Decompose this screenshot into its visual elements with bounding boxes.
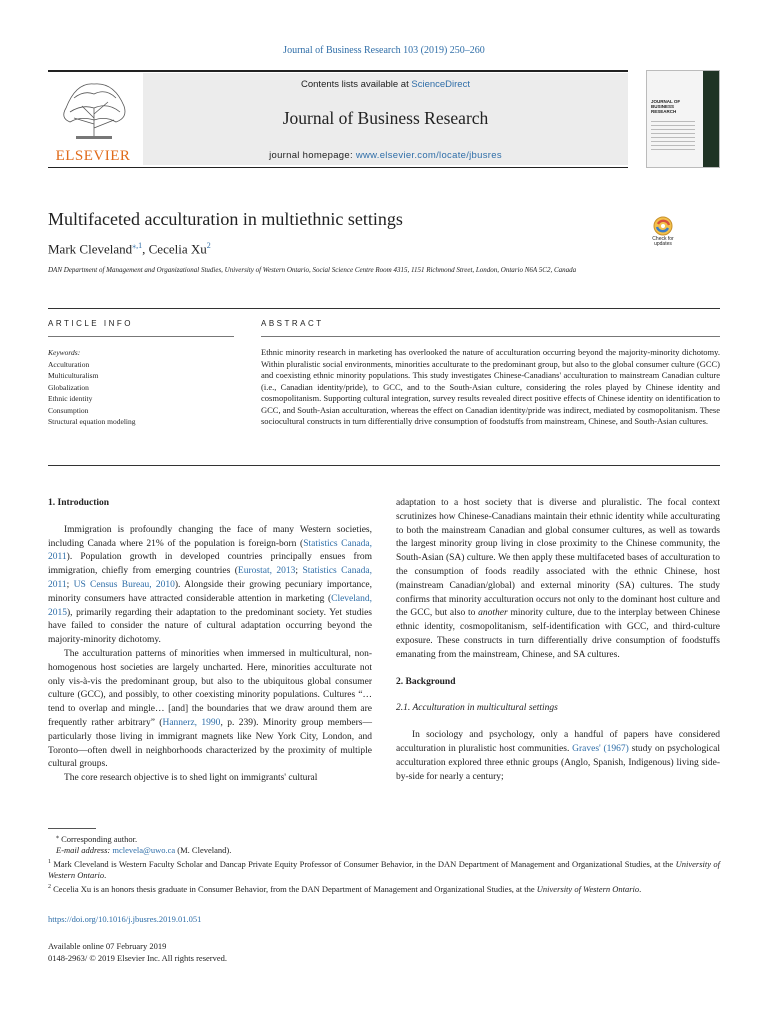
footnote-email: E-mail address: mclevela@uwo.ca (M. Cleveland). [56, 845, 232, 856]
abstract-text: Ethnic minority research in marketing has overlooked the nature of acculturation occurring beyond the majority-minority dichotomy. Within pluralistic social environments, minorities acculturate to the predominant group, but also to the global consumer culture (GCC) and coexisting ethnic minority populations. This study investigates Chinese-Canadians' acculturation to mainstream Canadian culture (i.e., Canadian identity/pride), to GCC, and to the South-Asian culture, considering the roles played by Chinese identity and cosmopolitanism. Supporting cultural integration, survey results revealed direct positive effects of Chinese identity on identification to GCC, and South-Asian acculturation, whereas the effect on Canadian identity/pride was indirect, mediated by cosmopolitanism. These sociocultural constructs in turn differentially drive consumption of foodstuffs from mainstream, Chinese, and South-Asian cultures. [261, 347, 720, 426]
sciencedirect-link[interactable]: ScienceDirect [411, 79, 470, 90]
homepage-link[interactable]: www.elsevier.com/locate/jbusres [355, 150, 502, 161]
author2-marks[interactable]: 2 [206, 241, 211, 250]
keyword-item: Consumption [48, 405, 89, 415]
homepage-prefix: journal homepage: [269, 150, 356, 161]
email-link[interactable]: mclevela@uwo.ca [112, 845, 176, 856]
available-online: Available online 07 February 2019 [48, 941, 167, 951]
author-name-cleveland[interactable]: Mark Cleveland [48, 241, 133, 257]
cover-decoration [651, 121, 695, 153]
footnotes [48, 832, 720, 895]
masthead-top-rule [48, 70, 628, 72]
author-affiliation: DAN Department of Management and Organizational Studies, University of Western Ontario, Social Science Centre Room 4315, 1151 Richmond Street, London, Ontario N6A 5C2, Canada [48, 266, 577, 274]
elsevier-tree-icon [56, 78, 132, 140]
check-updates-icon [646, 215, 680, 237]
author-separator: , [142, 241, 149, 257]
elsevier-wordmark: ELSEVIER [55, 148, 131, 164]
intro-paragraph-2: The acculturation patterns of minorities when immersed in multicultural, non-homogenous host societies are largely uncharted. Here, minorities acculturate not only vis-à-vis the predominant group, but also to the ubiquitous global consumer culture (GCC), and possibly, to other coexisting minority populations. Cultures “…tend to overlap and mingle… [and] the boundaries that we draw around them are frequently rather arbitrary” (Hannerz, 1990, p. 239). Minority group members—particularly those living in immigrant magnets like New York City, London, and Toronto—often dwell in neighborhoods characterized by the proximity of multiple cultural groups. [48, 648, 372, 770]
footnote-rule [48, 828, 96, 829]
article-info-heading: ARTICLE INFO [48, 319, 133, 328]
keywords-block [48, 347, 233, 428]
author1-marks[interactable]: ⁎,1 [132, 241, 143, 250]
intro-paragraph-3: The core research objective is to shed light on immigrants' cultural [64, 773, 318, 784]
citation-link[interactable]: US Census Bureau, 2010 [73, 579, 175, 590]
contents-line [143, 79, 628, 90]
section-heading-introduction: 1. Introduction [48, 498, 110, 508]
article-info-rule [48, 336, 234, 337]
footnote-1: $^1$ Mark Cleveland is Western Faculty Scholar and Dancap Private Equity Professor of Consumer Behavior, in the DAN Department of Management and Organizational Studies, at the University of Western Ontario. [48, 858, 720, 881]
journal-masthead [48, 70, 720, 168]
abstract-bottom-rule [48, 465, 720, 466]
keyword-item: Structural equation modeling [48, 417, 136, 426]
citation-link[interactable]: Graves' (1967) [572, 743, 629, 754]
citation-link[interactable]: Eurostat, 2013 [237, 566, 296, 577]
left-column [48, 497, 372, 786]
intro-paragraph-3-continued: adaptation to a host society that is diverse and pluralistic. The focal context scrutinizes how Chinese-Canadians maintain their ethnic identity while acculturating to both the mainstream Canadian and global consumer cultures, as well as towards the largest minority group living in close proximity to the Chinese community, the South-Asian (SA) culture. We then apply these multifaceted bases of acculturation to the consumption of foods readily associated with the ethnic Chinese, host (mainstream Canadian/global) and external minority (SA) cultures. The study confirms that minority acculturation occurs not only to the dominant host culture and the GCC, but also to another minority culture, due to the interplay between Chinese ethnic identity, cosmopolitanism, self-identification with GCC, and third-culture exposure. These constructs in turn differentially drive consumption of foodstuffs emanating from the mainstream, Chinese, and SA cultures. [396, 498, 720, 660]
cover-strip [703, 71, 719, 167]
masthead-bottom-rule [48, 167, 628, 168]
doi-link[interactable]: https://doi.org/10.1016/j.jbusres.2019.01.051 [48, 914, 202, 924]
abstract-rule [261, 336, 720, 337]
author-line [48, 241, 211, 257]
elsevier-logo [48, 76, 138, 164]
keyword-item: Acculturation [48, 359, 90, 369]
contents-prefix: Contents lists available at [301, 79, 412, 90]
citation-link[interactable]: Statistics Canada, 2011 [48, 566, 373, 590]
section-heading-background: 2. Background [396, 676, 456, 687]
cover-title: JOURNAL OF BUSINESS RESEARCH [651, 99, 681, 114]
info-top-rule [48, 308, 720, 309]
author-name-xu[interactable]: Cecelia Xu [148, 241, 207, 257]
footnote-2: $^2$ Cecelia Xu is an honors thesis graduate in Consumer Behavior, from the DAN Department of Management and Organizational Studies, at the University of Western Ontario. [48, 883, 642, 894]
right-column [396, 497, 720, 784]
subsection-heading-acculturation: 2.1. Acculturation in multicultural settings [396, 703, 558, 714]
journal-cover-thumbnail[interactable] [646, 70, 720, 168]
badge-label: Check for updates [652, 236, 674, 247]
citation-link[interactable]: Cleveland, 2015 [48, 593, 372, 618]
copyright: 0148-2963/ © 2019 Elsevier Inc. All rights reserved. [48, 953, 228, 963]
journal-title: Journal of Business Research [282, 108, 489, 128]
keywords-label: Keywords: [48, 348, 81, 357]
journal-reference-link[interactable]: Journal of Business Research 103 (2019) 250–260 [283, 45, 485, 56]
abstract-heading: ABSTRACT [261, 319, 324, 328]
keyword-item: Ethnic identity [48, 394, 93, 403]
publication-info [48, 940, 227, 964]
check-for-updates-badge[interactable] [646, 215, 680, 249]
keyword-item: Globalization [48, 382, 89, 392]
background-paragraph-1: In sociology and psychology, only a handful of papers have considered acculturation in pluralistic host communities. Graves' (1967) study on psychological acculturation explored three ethnic groups (Anglo, Spanish, Indigenous) living side-by-side for nearly a century; [396, 730, 720, 782]
intro-paragraph-1: Immigration is profoundly changing the face of many Western societies, including Canada where 21% of the population is foreign-born (Statistics Canada, 2011). Population growth in developed countries principally ensues from immigration, chiefly from emerging countries (Eurostat, 2013; Statistics Canada, 2011; US Census Bureau, 2010). Alongside their growing pecuniary importance, minority consumers have attracted considerable attention in marketing (Cleveland, 2015), primarily regarding their adaptation to the predominant society. Yet studies have failed to consider the nature of cultural adaptation occurring beyond the majority-minority dichotomy. [48, 524, 373, 646]
citation-link[interactable]: Statistics Canada, 2011 [48, 538, 373, 563]
citation-link[interactable]: Hannerz, 1990 [162, 717, 221, 728]
footnote-corresponding: ⁎ Corresponding author. [56, 833, 138, 844]
article-title: Multifaceted acculturation in multiethnic settings [48, 209, 403, 229]
keyword-item: Multiculturalism [48, 371, 99, 380]
journal-homepage-line [143, 150, 628, 161]
